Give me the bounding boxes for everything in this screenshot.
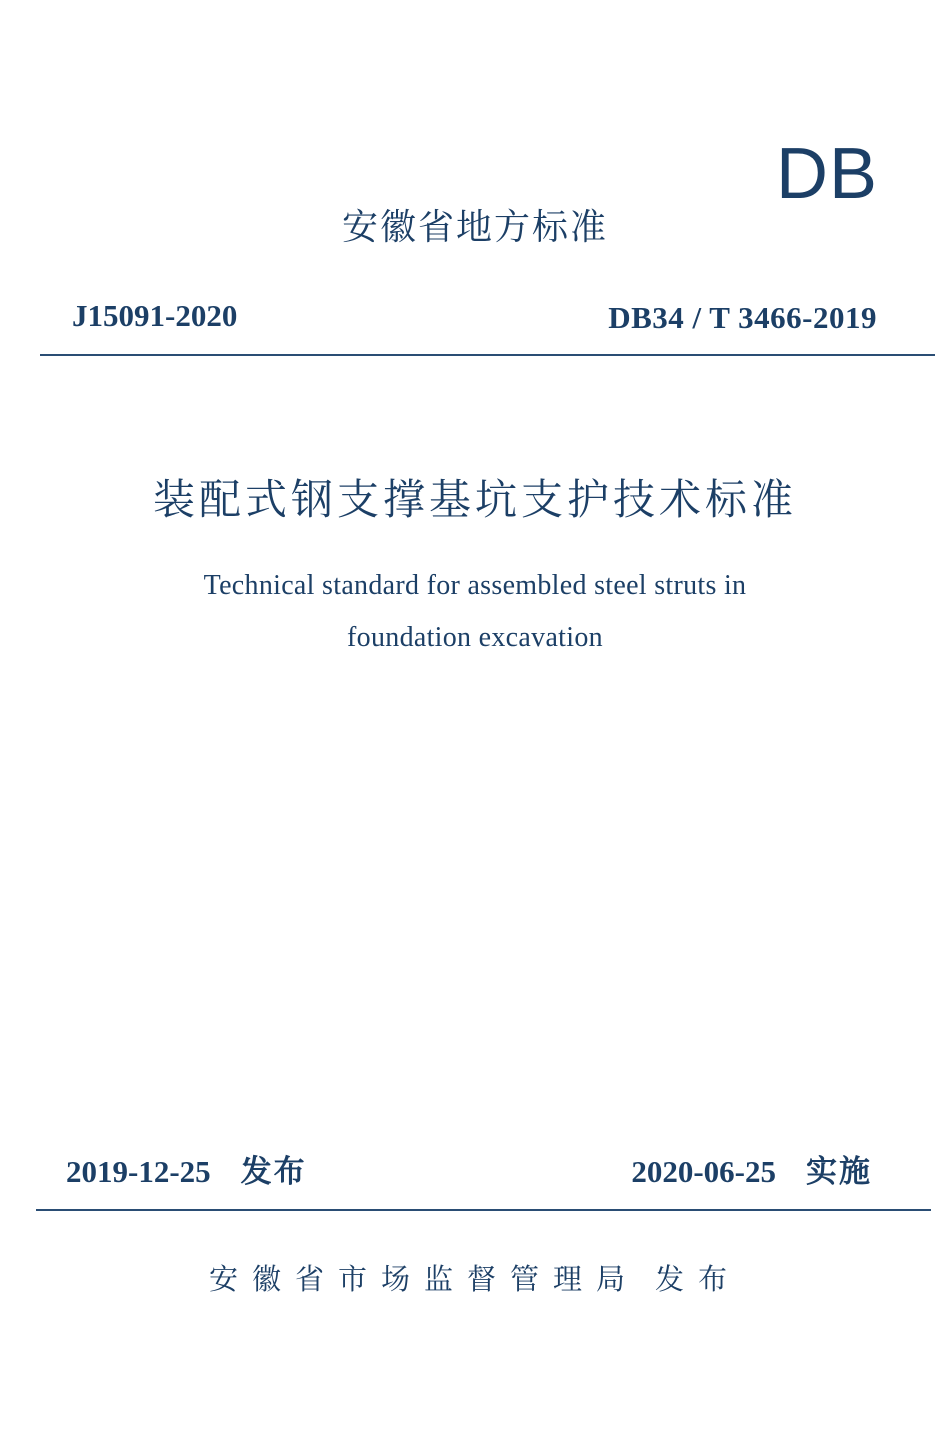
standard-type: 安徽省地方标准 bbox=[341, 207, 608, 248]
bottom-divider bbox=[36, 1209, 931, 1211]
publisher-name: 安徽省市场监督管理局 bbox=[208, 1262, 639, 1296]
effective-date: 2020-06-25 bbox=[631, 1154, 776, 1189]
title-chinese: 装配式钢支撑基坑支护技术标准 bbox=[152, 475, 797, 524]
publisher-line bbox=[0, 1256, 950, 1302]
top-divider bbox=[40, 354, 935, 356]
issue-date-block bbox=[66, 1150, 307, 1194]
title-english-line-2: foundation excavation bbox=[347, 622, 603, 653]
standard-number: DB34 / T 3466-2019 bbox=[608, 300, 877, 335]
title-english-line-1: Technical standard for assembled steel struts in bbox=[203, 570, 747, 601]
title-english bbox=[0, 560, 950, 664]
issue-label: 发布 bbox=[240, 1154, 307, 1190]
issue-date: 2019-12-25 bbox=[66, 1154, 211, 1189]
publisher-action: 发布 bbox=[655, 1262, 742, 1296]
effective-label: 实施 bbox=[806, 1154, 872, 1190]
engineering-code: J15091-2020 bbox=[72, 298, 238, 333]
effective-date-block bbox=[631, 1150, 872, 1194]
db-mark: DB bbox=[775, 134, 878, 214]
